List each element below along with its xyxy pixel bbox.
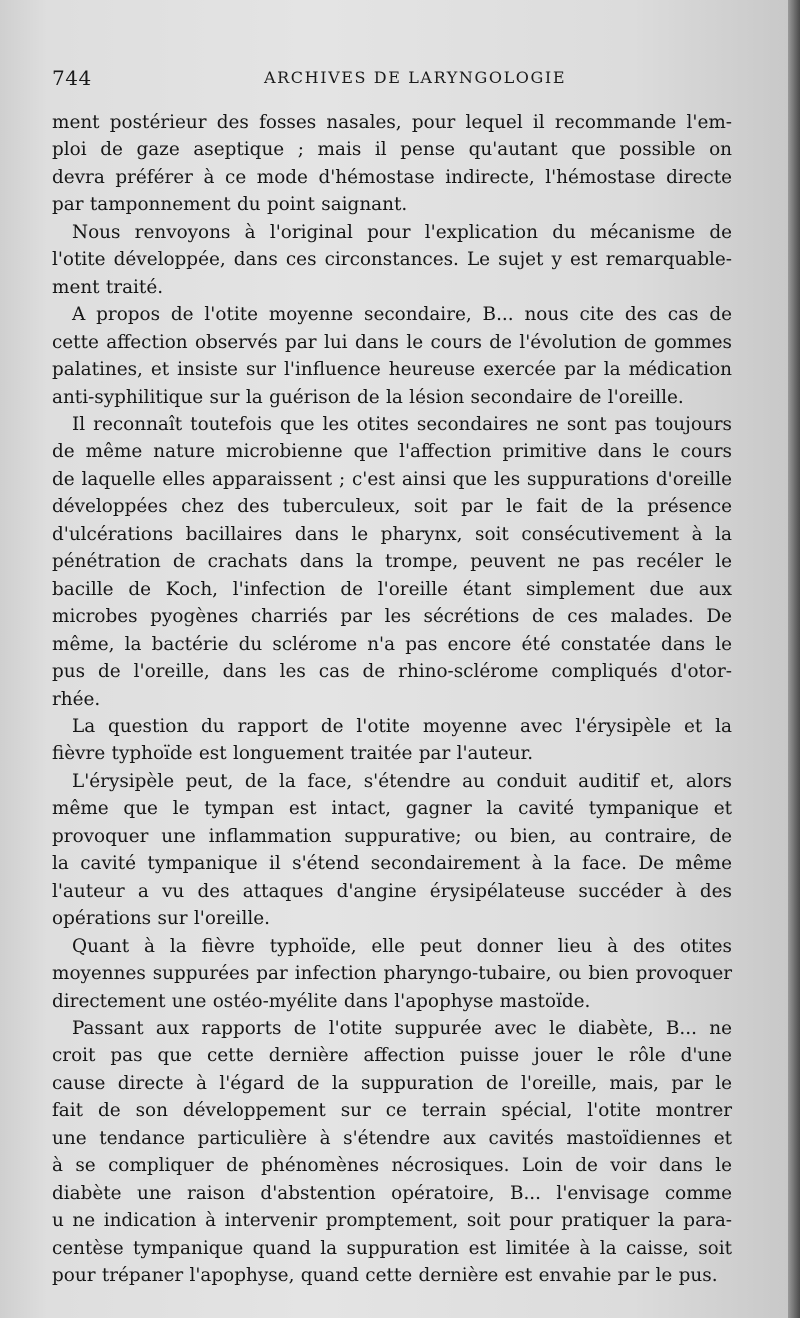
page-edge-shadow (788, 0, 800, 1318)
text-line: diabète une raison d'abstention opératoire, B... l'envisage comme (52, 1182, 732, 1204)
text-line: même que le tympan est intact, gagner la cavité tympanique et (52, 798, 732, 820)
text-line: pour trépaner l'apophyse, quand cette dernière est envahie par le pus. (52, 1265, 718, 1287)
paragraph (52, 713, 732, 768)
text-line: ment postérieur des fosses nasales, pour lequel il recommande l'em- (52, 112, 732, 133)
text-line: centèse tympanique quand la suppuration est limitée à la caisse, soit (52, 1237, 732, 1259)
paragraph (52, 1015, 732, 1290)
text-line: Nous renvoyons à l'original pour l'explication du mécanisme de (72, 221, 732, 243)
text-line: l'otite développée, dans ces circonstances. Le sujet y est remarquable- (52, 249, 732, 271)
text-line: pénétration de crachats dans la trompe, peuvent ne pas recéler le (52, 551, 732, 573)
text-line: croit pas que cette dernière affection puisse jouer le rôle d'une (52, 1045, 732, 1067)
paragraph (52, 768, 732, 933)
text-line: de laquelle elles apparaissent ; c'est ainsi que les suppurations d'oreille (52, 468, 732, 490)
text-line: opérations sur l'oreille. (52, 908, 270, 930)
text-line: A propos de l'otite moyenne secondaire, B... nous cite des cas de (72, 304, 732, 326)
text-line: la cavité tympanique il s'étend secondairement à la face. De même (52, 853, 732, 875)
text-line: développées chez des tuberculeux, soit par le fait de la présence (52, 496, 732, 518)
text-line: rhée. (52, 688, 101, 710)
text-line: directement une ostéo-myélite dans l'apophyse mastoïde. (52, 990, 591, 1012)
text-line: une tendance particulière à s'étendre aux cavités mastoïdiennes et (52, 1127, 732, 1149)
text-line: cette affection observés par lui dans le cours de l'évolution de gommes (52, 331, 732, 353)
paragraph (52, 301, 732, 411)
text-line: anti-syphilitique sur la guérison de la lésion secondaire de l'oreille. (52, 386, 684, 408)
text-line: La question du rapport de l'otite moyenne avec l'érysipèle et la (72, 715, 732, 737)
text-line: u ne indication à intervenir promptement, soit pour pratiquer la para- (52, 1210, 732, 1232)
text-line: fièvre typhoïde est longuement traitée par l'auteur. (52, 743, 534, 765)
paragraph (52, 219, 732, 301)
text-line: palatines, et insiste sur l'influence heureuse exercée par la médication (52, 359, 732, 381)
paragraph (52, 411, 732, 713)
text-line: par tamponnement du point saignant. (52, 194, 408, 216)
text-line: d'ulcérations bacillaires dans le pharynx, soit consécutivement à la (52, 523, 732, 545)
page-header (52, 64, 752, 94)
text-line: microbes pyogènes charriés par les sécrétions de ces malades. De (52, 606, 732, 628)
text-line: fait de son développement sur ce terrain spécial, l'otite montrer (52, 1100, 732, 1122)
text-line: ment traité. (52, 276, 164, 298)
text-line: provoquer une inflammation suppurative; ou bien, au contraire, de (52, 825, 732, 847)
text-line: Quant à la fièvre typhoïde, elle peut donner lieu à des otites (72, 935, 732, 957)
paragraph (52, 933, 732, 1015)
text-line: bacille de Koch, l'infection de l'oreille étant simplement due aux (52, 578, 732, 600)
running-head: ARCHIVES DE LARYNGOLOGIE (264, 68, 567, 87)
text-line: Il reconnaît toutefois que les otites secondaires ne sont pas toujours (72, 413, 732, 435)
text-line: pus de l'oreille, dans les cas de rhino-sclérome compliqués d'otor- (52, 661, 732, 683)
text-line: de même nature microbienne que l'affection primitive dans le cours (52, 441, 732, 463)
paragraph (52, 109, 732, 219)
body-text (52, 109, 732, 1289)
text-line: ploi de gaze aseptique ; mais il pense qu'autant que possible on (52, 139, 732, 161)
text-line: moyennes suppurées par infection pharyngo-tubaire, ou bien provoquer (52, 963, 732, 985)
text-line: cause directe à l'égard de la suppuration de l'oreille, mais, par le (52, 1072, 732, 1094)
text-line: Passant aux rapports de l'otite suppurée avec le diabète, B... ne (72, 1017, 732, 1039)
text-line: à se compliquer de phénomènes nécrosiques. Loin de voir dans le (52, 1155, 732, 1177)
text-line: même, la bactérie du sclérome n'a pas encore été constatée dans le (52, 633, 732, 655)
text-line: L'érysipèle peut, de la face, s'étendre au conduit auditif et, alors (72, 770, 732, 792)
text-line: l'auteur a vu des attaques d'angine érysipélateuse succéder à des (52, 880, 732, 902)
page-number: 744 (52, 66, 92, 90)
text-line: devra préférer à ce mode d'hémostase indirecte, l'hémostase directe (52, 166, 732, 188)
